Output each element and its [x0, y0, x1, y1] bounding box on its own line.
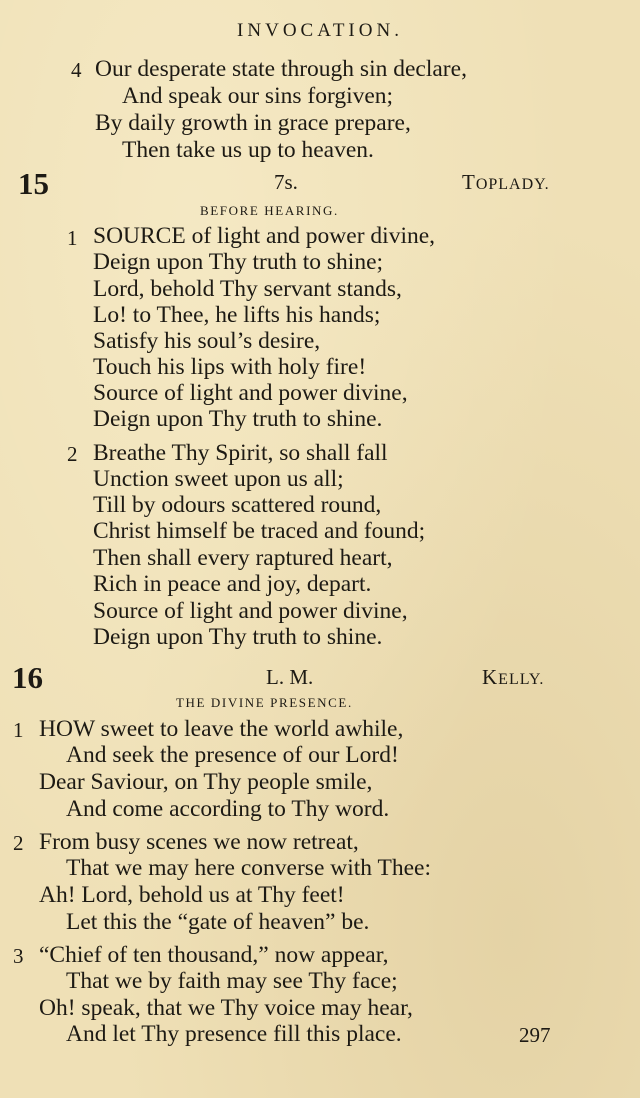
verse-line: HOW sweet to leave the world awhile, — [39, 716, 404, 742]
verse-line: Lo! to Thee, he lifts his hands; — [93, 302, 381, 328]
verse-line: Satisfy his soul’s desire, — [93, 328, 321, 354]
verse-number: 1 — [67, 226, 78, 250]
verse-line: Our desperate state through sin declare, — [95, 56, 467, 82]
verse-line: Deign upon Thy truth to shine. — [93, 624, 383, 650]
hymn-number: 15 — [18, 166, 49, 201]
author-initial: T — [462, 170, 476, 194]
verse-line: Deign upon Thy truth to shine. — [93, 406, 383, 432]
hymn-author — [482, 665, 544, 690]
verse-line: Then shall every raptured heart, — [93, 545, 393, 571]
verse-line: And seek the presence of our Lord! — [66, 742, 399, 768]
verse-number: 4 — [71, 58, 82, 82]
verse-line: Source of light and power divine, — [93, 598, 408, 624]
author-rest: OPLADY. — [475, 176, 550, 193]
verse-number: 2 — [67, 442, 78, 466]
verse-line: And speak our sins forgiven; — [122, 83, 394, 109]
hymn-meter: L. M. — [266, 665, 314, 689]
verse-line: From busy scenes we now retreat, — [39, 829, 359, 855]
verse-line: Deign upon Thy truth to shine; — [93, 249, 384, 275]
verse-number: 1 — [13, 718, 24, 742]
verse-number: 2 — [13, 831, 24, 855]
verse-line: Let this the “gate of heaven” be. — [66, 909, 370, 935]
verse-line: “Chief of ten thousand,” now appear, — [39, 942, 389, 968]
verse-number: 3 — [13, 944, 24, 968]
hymn-author — [462, 170, 550, 195]
verse-line: Dear Saviour, on Thy people smile, — [39, 769, 373, 795]
verse-line: And come according to Thy word. — [66, 796, 390, 822]
verse-line: Ah! Lord, behold us at Thy feet! — [39, 882, 345, 908]
verse-line: That we may here converse with Thee: — [66, 855, 431, 881]
author-initial: K — [482, 665, 499, 689]
verse-line: Oh! speak, that we Thy voice may hear, — [39, 995, 413, 1021]
verse-line: Till by odours scattered round, — [93, 492, 382, 518]
page-header: INVOCATION. — [237, 20, 403, 41]
verse-line: Lord, behold Thy servant stands, — [93, 276, 402, 302]
verse-line: Unction sweet upon us all; — [93, 466, 344, 492]
verse-line: Source of light and power divine, — [93, 380, 408, 406]
page-number: 297 — [519, 1023, 551, 1047]
verse-line: That we by faith may see Thy face; — [66, 968, 398, 994]
author-rest: ELLY. — [498, 671, 545, 688]
hymn-subtitle: BEFORE HEARING. — [200, 203, 339, 218]
verse-line: Christ himself be traced and found; — [93, 518, 426, 544]
verse-line: By daily growth in grace prepare, — [95, 110, 411, 136]
hymn-number: 16 — [12, 660, 43, 695]
verse-line: SOURCE of light and power divine, — [93, 223, 436, 249]
verse-line: Rich in peace and joy, depart. — [93, 571, 372, 597]
hymn-meter: 7s. — [274, 170, 298, 194]
verse-line: Breathe Thy Spirit, so shall fall — [93, 440, 388, 466]
hymn-subtitle: THE DIVINE PRESENCE. — [176, 695, 353, 710]
verse-line: Touch his lips with holy fire! — [93, 354, 367, 380]
verse-line: Then take us up to heaven. — [122, 137, 374, 163]
verse-line: And let Thy presence fill this place. — [66, 1021, 402, 1047]
